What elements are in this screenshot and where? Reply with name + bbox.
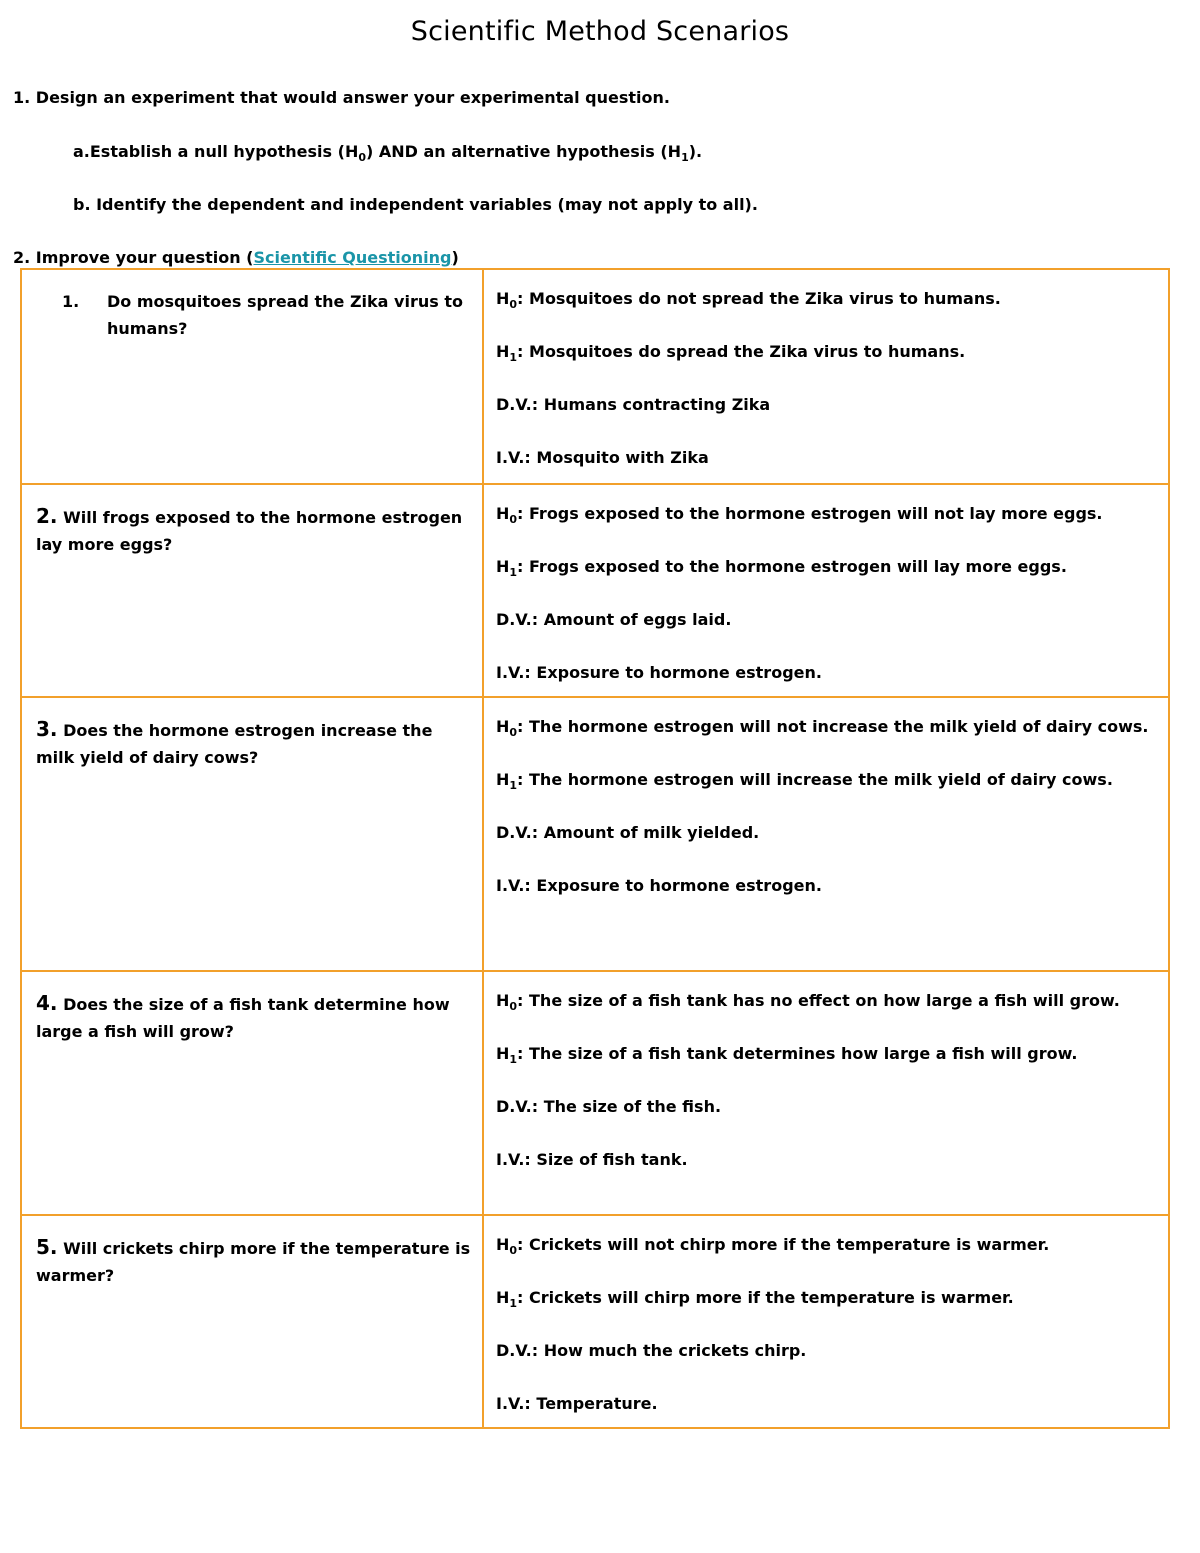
alternative-hypothesis-text: : Frogs exposed to the hormone estrogen will lay more eggs. — [517, 557, 1067, 576]
scenario-row — [21, 484, 1169, 697]
scenario-row — [21, 971, 1169, 1215]
alternative-hypothesis-text: : Crickets will chirp more if the temperature is warmer. — [517, 1288, 1014, 1307]
h-symbol: H — [496, 504, 510, 523]
subscript-zero: 0 — [509, 1244, 518, 1257]
question-1 — [36, 288, 472, 342]
question-number: 1. — [62, 292, 80, 311]
question-cell — [21, 697, 483, 971]
dependent-variable: D.V.: The size of the fish. — [496, 1097, 722, 1116]
question-cell — [21, 269, 483, 484]
h-symbol: H — [496, 1044, 510, 1063]
answer-cell — [483, 971, 1169, 1215]
null-hypothesis — [496, 284, 1158, 313]
null-hypothesis-text: : Mosquitoes do not spread the Zika virus to humans. — [517, 289, 1001, 308]
null-hypothesis — [496, 986, 1158, 1015]
null-hypothesis-text: : The hormone estrogen will not increase the milk yield of dairy cows. — [517, 717, 1149, 736]
answer-cell — [483, 1215, 1169, 1428]
instruction-step-1: 1. Design an experiment that would answer your experimental question. — [13, 88, 670, 107]
alternative-hypothesis — [496, 765, 1158, 794]
scientific-questioning-link[interactable]: Scientific Questioning — [253, 248, 452, 267]
independent-variable: I.V.: Size of fish tank. — [496, 1150, 688, 1169]
dependent-variable: D.V.: Amount of eggs laid. — [496, 610, 732, 629]
subscript-one: 1 — [509, 1053, 518, 1066]
h-symbol: H — [496, 342, 510, 361]
alternative-hypothesis-text: : Mosquitoes do spread the Zika virus to humans. — [517, 342, 966, 361]
page-title: Scientific Method Scenarios — [410, 16, 790, 47]
question-text: Does the size of a fish tank determine how large a fish will grow? — [36, 995, 450, 1041]
dependent-variable: D.V.: Humans contracting Zika — [496, 395, 771, 414]
subscript-one: 1 — [509, 566, 518, 579]
question-cell — [21, 971, 483, 1215]
instruction-step-2-text: 2. Improve your question ( — [13, 248, 254, 267]
question-number: 4. — [36, 991, 58, 1015]
subscript-one: 1 — [509, 779, 518, 792]
answer-cell — [483, 269, 1169, 484]
scenario-row — [21, 1215, 1169, 1428]
question-number: 3. — [36, 717, 58, 741]
null-hypothesis-text: : Crickets will not chirp more if the temperature is warmer. — [517, 1235, 1050, 1254]
null-hypothesis — [496, 499, 1158, 528]
question-number: 2. — [36, 504, 58, 528]
subscript-zero: 0 — [509, 726, 518, 739]
question-text: Will frogs exposed to the hormone estrogen lay more eggs? — [36, 508, 463, 554]
subscript-one: 1 — [681, 151, 689, 164]
question-text: Do mosquitoes spread the Zika virus to humans? — [107, 292, 463, 338]
instruction-step-1b: b. Identify the dependent and independent variables (may not apply to all). — [73, 195, 758, 214]
subscript-zero: 0 — [358, 151, 366, 164]
h-symbol: H — [496, 991, 510, 1010]
null-hypothesis — [496, 712, 1158, 741]
null-hypothesis — [496, 1230, 1158, 1259]
answer-cell — [483, 484, 1169, 697]
alternative-hypothesis-text: : The hormone estrogen will increase the milk yield of dairy cows. — [517, 770, 1113, 789]
null-hypothesis-text: : Frogs exposed to the hormone estrogen will not lay more eggs. — [517, 504, 1103, 523]
dependent-variable: D.V.: How much the crickets chirp. — [496, 1341, 807, 1360]
answer-cell — [483, 697, 1169, 971]
subscript-zero: 0 — [509, 1000, 518, 1013]
scenario-row — [21, 697, 1169, 971]
question-text: Does the hormone estrogen increase the milk yield of dairy cows? — [36, 721, 433, 767]
dependent-variable: D.V.: Amount of milk yielded. — [496, 823, 760, 842]
subscript-zero: 0 — [509, 513, 518, 526]
h-symbol: H — [496, 717, 510, 736]
instruction-step-1a-text: a.Establish a null hypothesis (H — [73, 142, 359, 161]
alternative-hypothesis — [496, 1283, 1158, 1312]
independent-variable: I.V.: Temperature. — [496, 1394, 658, 1413]
instruction-step-2-end: ) — [451, 248, 459, 267]
independent-variable: I.V.: Exposure to hormone estrogen. — [496, 876, 822, 895]
instruction-step-1a-end: ). — [688, 142, 703, 161]
subscript-one: 1 — [509, 1297, 518, 1310]
instruction-step-2 — [13, 248, 459, 267]
h-symbol: H — [496, 1288, 510, 1307]
alternative-hypothesis — [496, 552, 1158, 581]
scenario-row — [21, 269, 1169, 484]
h-symbol: H — [496, 770, 510, 789]
null-hypothesis-text: : The size of a fish tank has no effect on how large a fish will grow. — [517, 991, 1120, 1010]
h-symbol: H — [496, 557, 510, 576]
subscript-zero: 0 — [509, 298, 518, 311]
question-number: 5. — [36, 1235, 58, 1259]
independent-variable: I.V.: Exposure to hormone estrogen. — [496, 663, 822, 682]
instruction-step-1a-mid: ) AND an alternative hypothesis (H — [365, 142, 682, 161]
alternative-hypothesis — [496, 1039, 1158, 1068]
question-text: Will crickets chirp more if the temperature is warmer? — [36, 1239, 471, 1285]
question-cell — [21, 1215, 483, 1428]
instruction-step-1a — [73, 142, 703, 164]
independent-variable: I.V.: Mosquito with Zika — [496, 448, 709, 467]
scenarios-table — [20, 268, 1170, 1429]
alternative-hypothesis — [496, 337, 1158, 366]
h-symbol: H — [496, 1235, 510, 1254]
alternative-hypothesis-text: : The size of a fish tank determines how large a fish will grow. — [517, 1044, 1078, 1063]
question-cell — [21, 484, 483, 697]
h-symbol: H — [496, 289, 510, 308]
subscript-one: 1 — [509, 351, 518, 364]
